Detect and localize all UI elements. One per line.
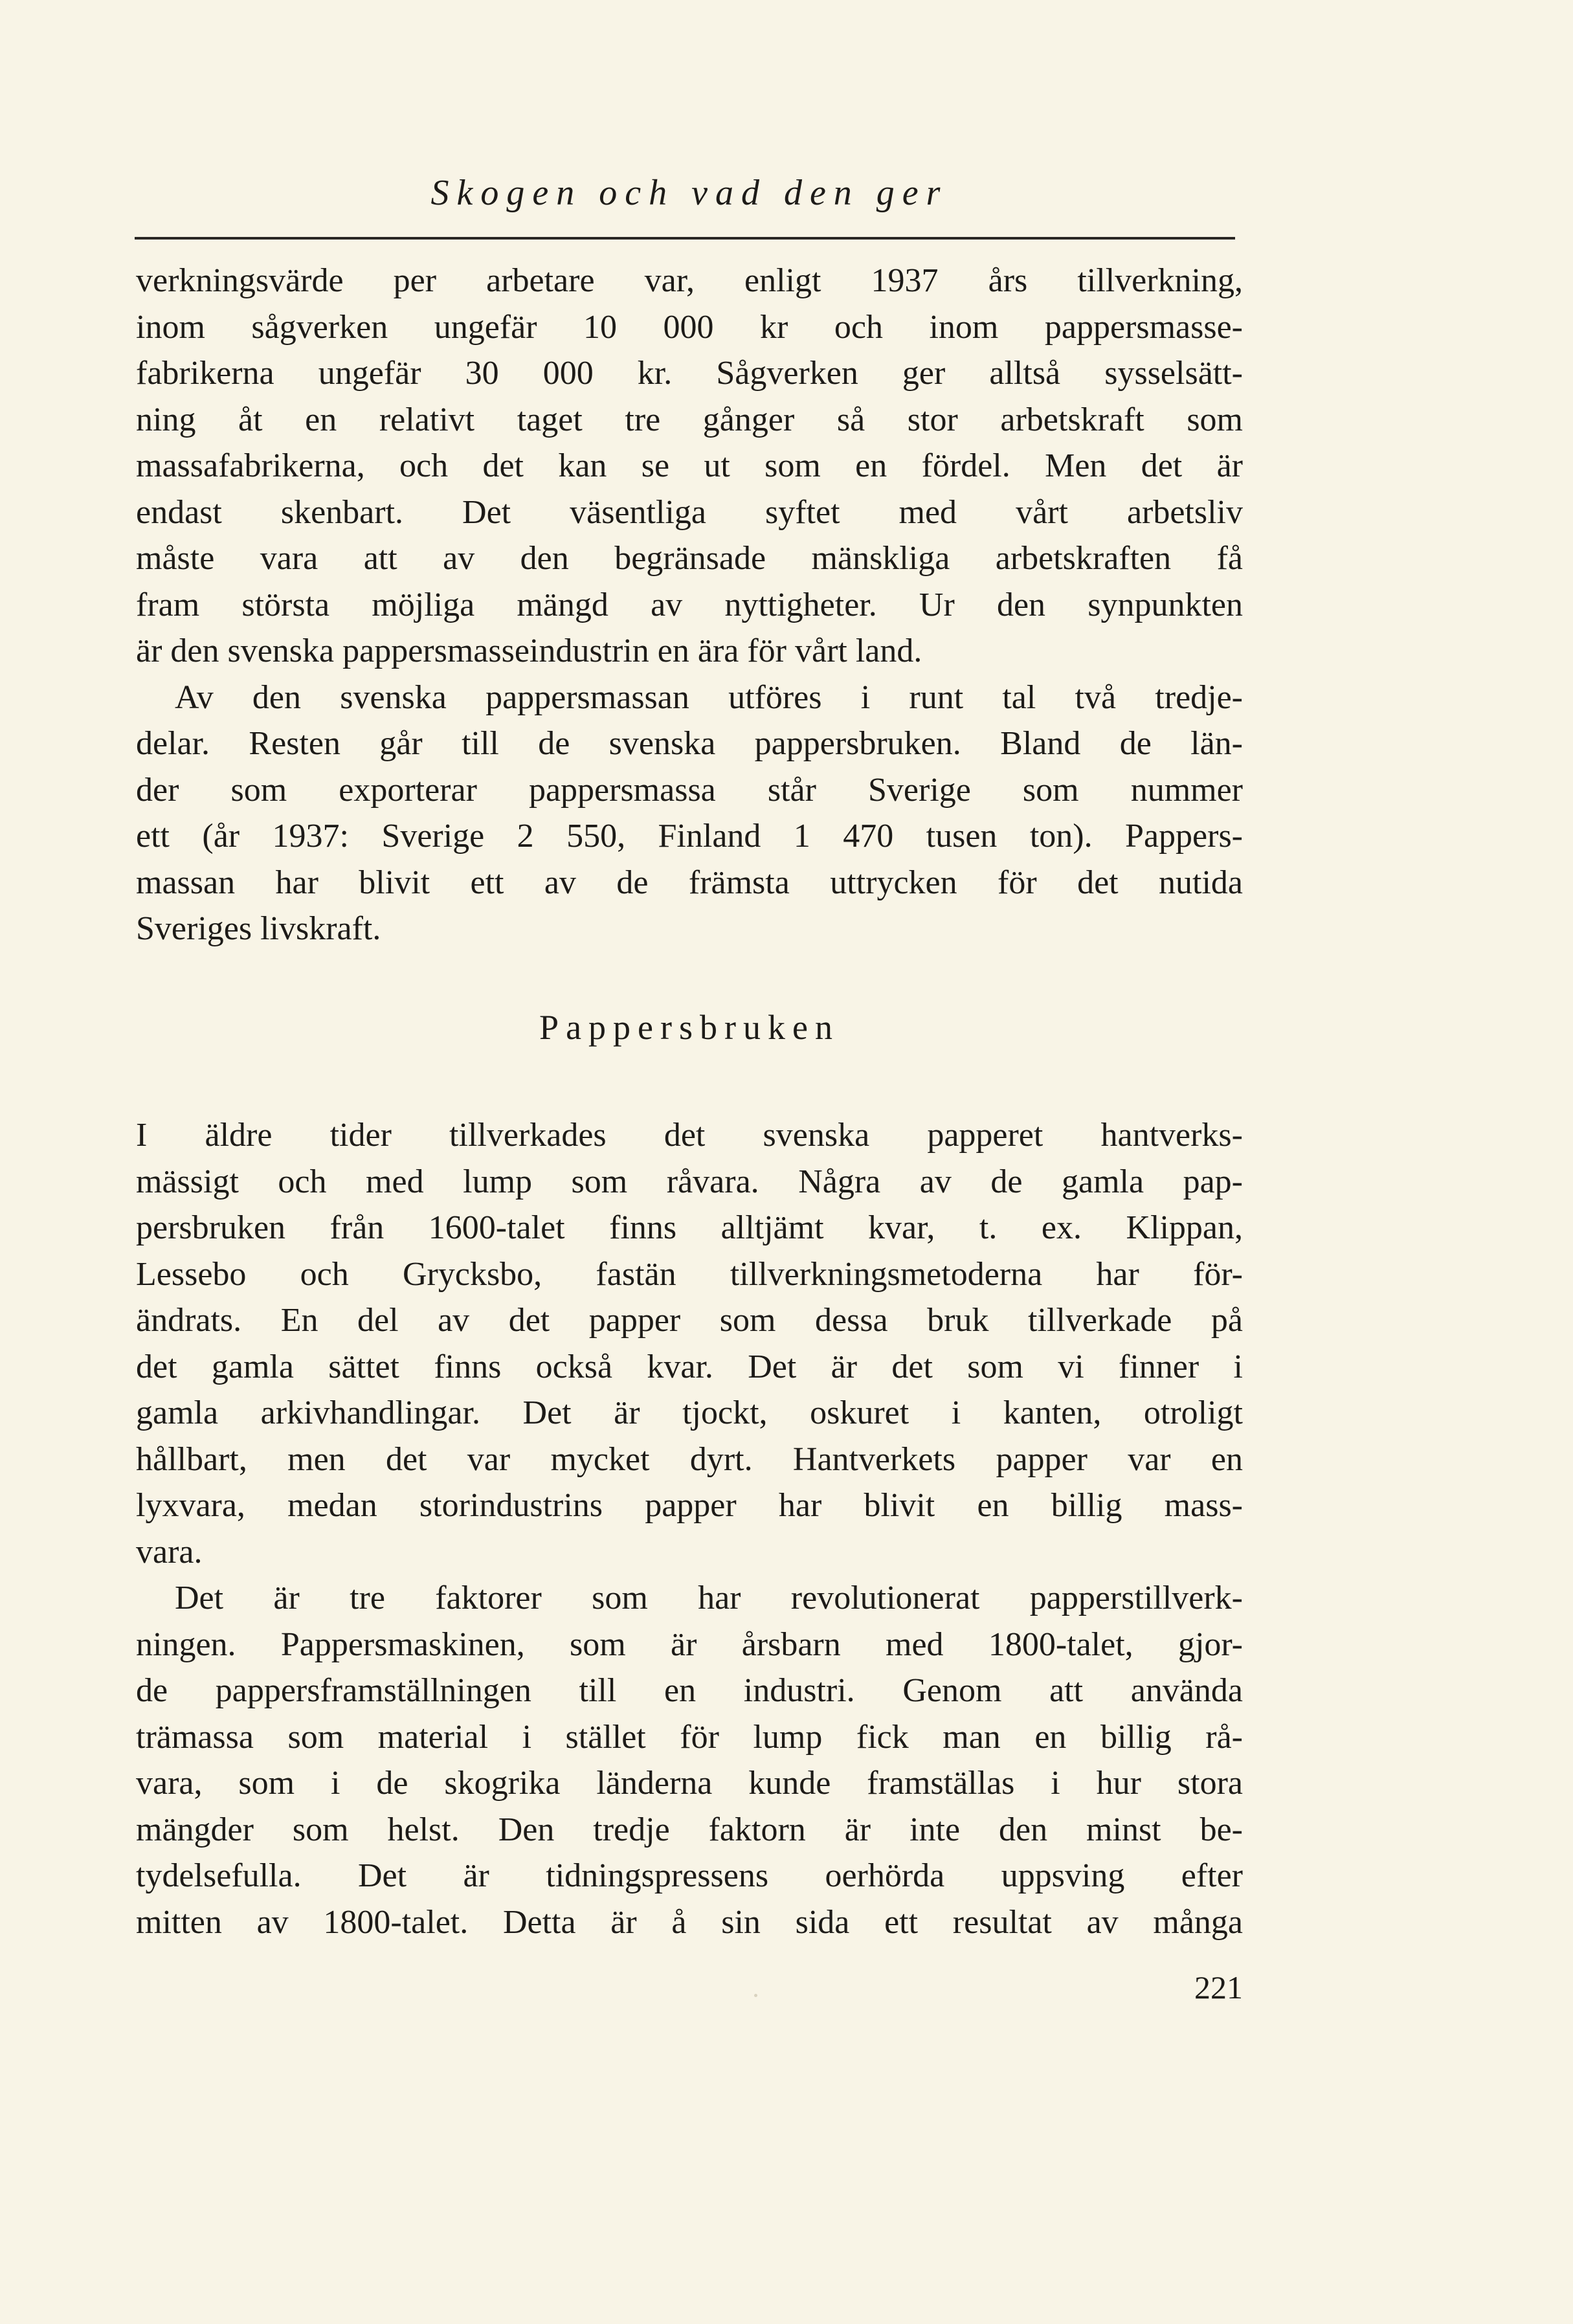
text-line: verkningsvärde per arbetare var, enligt 1937 års tillverkning, (136, 262, 1243, 299)
paragraph (136, 1575, 1243, 1945)
page-number: 221 (1194, 1969, 1243, 2006)
text-line: massafabrikerna, och det kan se ut som en fördel. Men det är (136, 447, 1243, 484)
text-line: persbruken från 1600-talet finns alltjämt kvar, t. ex. Klippan, (136, 1209, 1243, 1246)
text-line: fram största möjliga mängd av nyttigheter. Ur den synpunkten (136, 586, 1243, 623)
text-line: hållbart, men det var mycket dyrt. Hantverkets papper var en (136, 1440, 1243, 1478)
text-line: mitten av 1800-talet. Detta är å sin sida ett resultat av många (136, 1903, 1243, 1941)
text-line: de pappersframställningen till en industri. Genom att använda (136, 1672, 1243, 1709)
text-line: vara. (136, 1533, 203, 1570)
text-block-bottom (136, 1112, 1243, 1945)
section-heading: Pappersbruken (539, 1008, 840, 1047)
text-line: Av den svenska pappersmassan utföres i runt tal två tredje- (175, 678, 1243, 716)
text-line: ett (år 1937: Sverige 2 550, Finland 1 470 tusen ton). Pappers- (136, 818, 1243, 855)
paragraph (136, 1112, 1243, 1575)
paragraph (136, 675, 1243, 952)
text-line: det gamla sättet finns också kvar. Det är det som vi finner i (136, 1348, 1243, 1385)
text-line: mässigt och med lump som råvara. Några av de gamla pap- (136, 1163, 1243, 1200)
text-line: gamla arkivhandlingar. Det är tjockt, oskuret i kanten, otroligt (136, 1394, 1243, 1431)
text-line: inom sågverken ungefär 10 000 kr och inom pappersmasse- (136, 308, 1243, 346)
text-line: vara, som i de skogrika länderna kunde framställas i hur stora (136, 1765, 1243, 1802)
text-line: der som exporterar pappersmassa står Sverige som nummer (136, 771, 1243, 809)
text-line: endast skenbart. Det väsentliga syftet med vårt arbetsliv (136, 493, 1243, 531)
header-rule (135, 237, 1235, 240)
text-line: är den svenska pappersmasseindustrin en ära för vårt land. (136, 632, 922, 669)
paper-speck (754, 1994, 757, 1997)
text-line: massan har blivit ett av de främsta uttrycken för det nutida (136, 864, 1243, 901)
text-line: trämassa som material i stället för lump fick man en billig rå- (136, 1718, 1243, 1756)
text-line: ningen. Pappersmaskinen, som är årsbarn med 1800-talet, gjor- (136, 1626, 1243, 1663)
text-line: ändrats. En del av det papper som dessa bruk tillverkade på (136, 1302, 1243, 1339)
text-block-top (136, 258, 1243, 952)
text-line: delar. Resten går till de svenska pappersbruken. Bland de län- (136, 725, 1243, 762)
text-line: Det är tre faktorer som har revolutionerat papperstillverk- (175, 1580, 1243, 1616)
paragraph (136, 258, 1243, 675)
text-line: fabrikerna ungefär 30 000 kr. Sågverken ger alltså sysselsätt- (136, 355, 1243, 392)
text-line: tydelsefulla. Det är tidningspressens oerhörda uppsving efter (136, 1857, 1243, 1894)
running-head: Skogen och vad den ger (430, 173, 948, 213)
text-line: I äldre tider tillverkades det svenska papperet hantverks- (136, 1117, 1243, 1154)
text-line: mängder som helst. Den tredje faktorn är inte den minst be- (136, 1811, 1243, 1848)
text-line: måste vara att av den begränsade mänskliga arbetskraften få (136, 540, 1243, 577)
text-line: Sveriges livskraft. (136, 910, 381, 947)
text-line: Lessebo och Grycksbo, fastän tillverkningsmetoderna har för- (136, 1255, 1243, 1293)
text-line: lyxvara, medan storindustrins papper har blivit en billig mass- (136, 1487, 1243, 1524)
text-line: ning åt en relativt taget tre gånger så stor arbetskraft som (136, 401, 1243, 438)
